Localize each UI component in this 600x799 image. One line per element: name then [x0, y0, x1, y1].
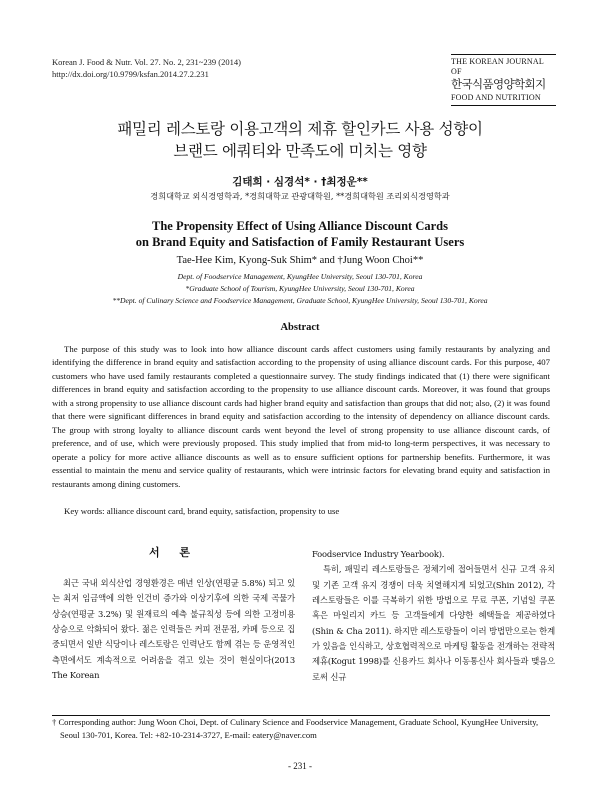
affiliations-ko: 경희대학교 외식경영학과, *경희대학교 관광대학원, **경희대학원 조리외식경영학과: [150, 191, 450, 201]
journal-rule-top: [451, 54, 556, 55]
title-ko-line1: 패밀리 레스토랑 이용고객의 제휴 할인카드 사용 성향이: [117, 120, 483, 138]
title-en-line2: on Brand Equity and Satisfaction of Family Restaurant Users: [135, 235, 465, 249]
doi-link[interactable]: http://dx.doi.org/10.9799/ksfan.2014.27.2.231: [52, 69, 209, 79]
page-number: - 231 -: [288, 761, 312, 771]
affiliation-en-2: *Graduate School of Tourism, KyungHee University, Seoul 130-701, Korea: [185, 284, 415, 293]
journal-name-en-bottom: FOOD AND NUTRITION: [451, 93, 541, 102]
section-heading-introduction: 서 론: [148, 546, 199, 559]
journal-name-en-top: THE KOREAN JOURNAL OF: [451, 57, 544, 76]
affiliation-en-1: Dept. of Foodservice Management, KyungHee University, Seoul 130-701, Korea: [177, 272, 423, 281]
journal-rule-bottom: [451, 105, 556, 106]
corresponding-author-footnote: † Corresponding author: Jung Woon Choi, Dept. of Culinary Science and Foodservice Management, Graduate School, KyungHee University, Seoul 130-701, Korea. Tel: +82-10-2314-3727, E-mail: eatery@naver.com: [52, 717, 539, 740]
abstract-body: The purpose of this study was to look into how alliance discount cards affect customers using family restaurants by analyzing and identifying the difference in brand equity and satisfaction according to the propensity of using alliance discount cards. For this purpose, 407 customers who have used family restaurants completed a questionnaire survey. The study findings indicated that (1) there were significant differences in brand equity and satisfaction according to the propensity to use alliance discount cards. Moreover, it was found that groups with a strong propensity to use alliance discount cards had higher brand equity and satisfaction than groups that did not; also, (2) it was found that there were significant differences in brand equity and satisfaction according to the intensity of dependency on alliance discount cards. The group with strong loyalty to alliance discount cards went beyond the level of strong propensity to use alliance discount cards, of preference, and of use, which were previously proposed. This study implied that from mid-to long-term perspectives, it was necessary to operate a policy for more active alliance discounts as well as to ensure sufficient options for partnership benefits. Furthermore, it was essential to maintain the menu and service quality of restaurants, which were intrinsic factors for elevating brand equity and satisfaction in restaurants among dining customers.: [52, 344, 550, 489]
authors-ko: 김태희 · 심경석* · †최정운**: [232, 176, 368, 188]
journal-name-ko: 한국식품영양학회지: [451, 77, 546, 91]
affiliation-en-3: **Dept. of Culinary Science and Foodservice Management, Graduate School, KyungHee University, Seoul 130-701, Korea: [112, 296, 488, 305]
journal-logo: [451, 54, 556, 106]
abstract-heading: Abstract: [280, 322, 320, 333]
intro-right-column: [312, 547, 555, 685]
title-ko-line2: 브랜드 에쿼티와 만족도에 미치는 영향: [173, 142, 427, 160]
intro-left-column: [52, 576, 295, 683]
citation: Korean J. Food & Nutr. Vol. 27. No. 2, 231~239 (2014): [52, 57, 241, 67]
intro-paragraph-1: 최근 국내 외식산업 경영환경은 매년 인상(연평균 5.8%) 되고 있는 최저 임금액에 의한 인건비 증가와 이상기후에 의한 국제 곡물가 상승(연평균 3.2%) 및 원재료의 예측 불규칙성 등에 의한 고정비용 상승으로 악화되어 왔다. 젊은 인력들은 커피 전문점, 카페 등으로 집중되면서 일반 식당이나 레스토랑은 인력난도 함께 겪는 등 운영적인 측면에서도 계속적으로 어려움을 겪고 있는 것이 현실이다(2013 The Korean: [52, 578, 295, 681]
title-en-line1: The Propensity Effect of Using Alliance Discount Cards: [152, 219, 448, 233]
intro-paragraph-1-continued: Foodservice Industry Yearbook).: [312, 549, 445, 559]
intro-paragraph-2: 특히, 패밀리 레스토랑들은 정체기에 접어들면서 신규 고객 유치 및 기존 고객 유지 경쟁이 더욱 치열해지게 되었고(Shin 2012), 각 레스토랑들은 이를 극복하기 위한 방법으로 무료 쿠폰, 기념일 쿠폰 혹은 마일리지 카드 등 고객들에게 다양한 혜택들을 제공하였다(Shin & Cha 2011). 하지만 레스토랑들이 이러 방법만으로는 한계가 있음을 인식하고, 상호협력적으로 마케팅 활동을 전개하는 전략적 제휴(Kogut 1998)를 신용카드 회사나 이동통신사 회사들과 맺음으로써 신규: [312, 564, 555, 682]
authors-en: Tae-Hee Kim, Kyong-Suk Shim* and †Jung Woon Choi**: [176, 255, 424, 266]
citation-block: [52, 56, 241, 80]
keywords: Key words: alliance discount card, brand equity, satisfaction, propensity to use: [64, 506, 340, 516]
